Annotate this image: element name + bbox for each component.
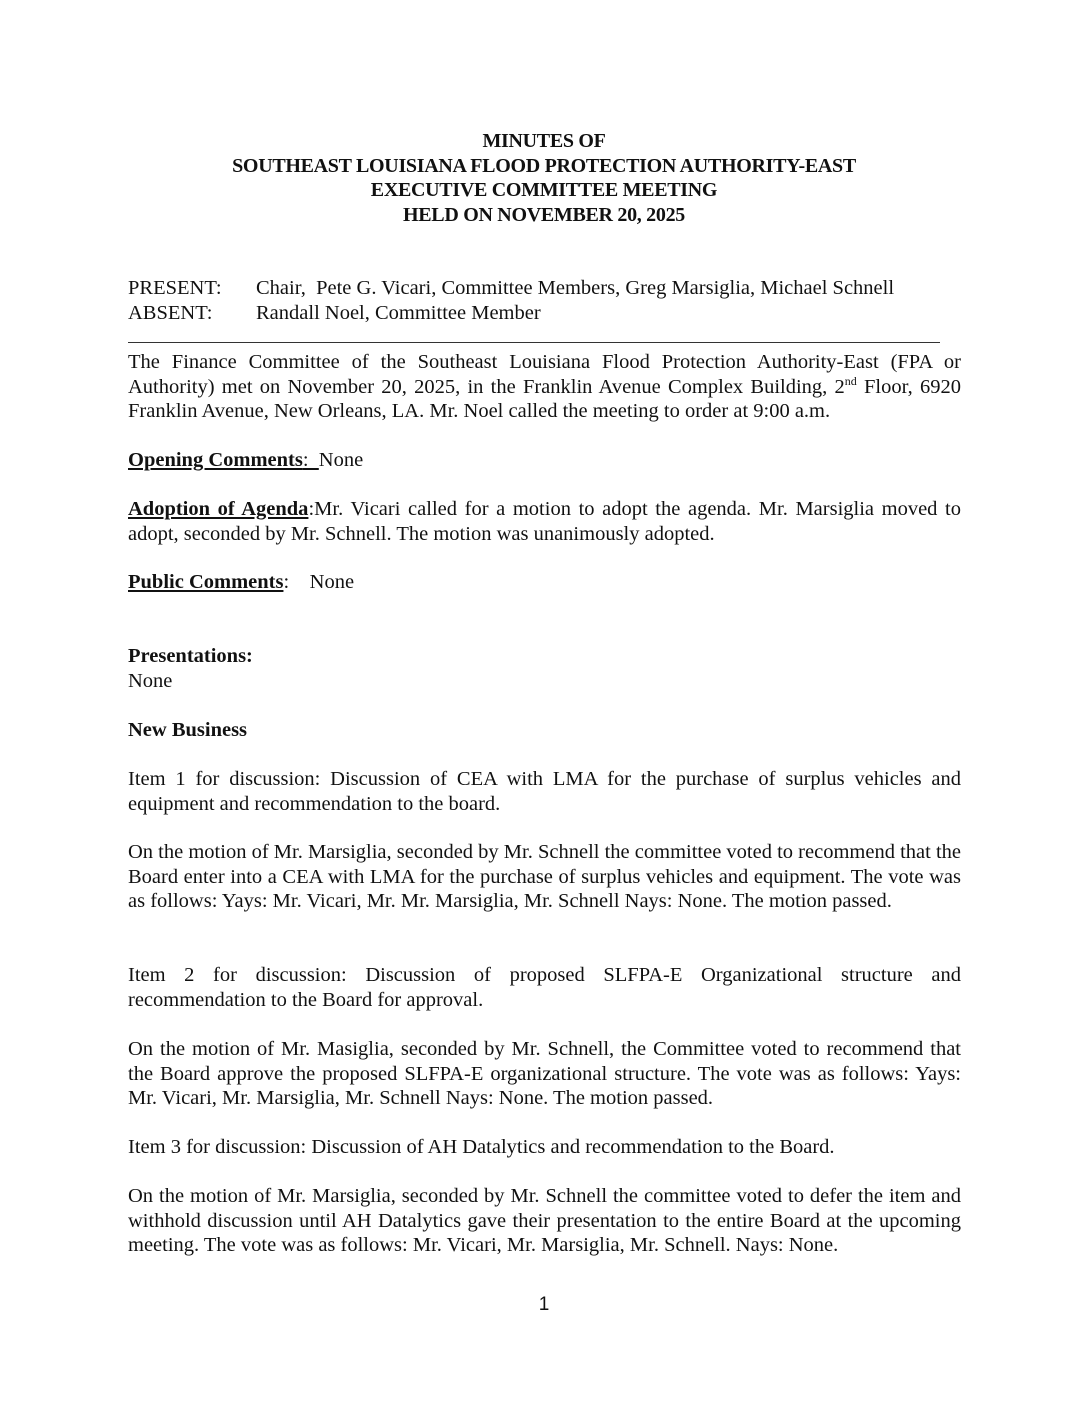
title-line-2: SOUTHEAST LOUISIANA FLOOD PROTECTION AUTHORITY-EAST — [232, 154, 856, 177]
ordinal-suffix: nd — [844, 373, 857, 388]
item-1-discussion: Item 1 for discussion: Discussion of CEA with LMA for the purchase of surplus vehicles and equipment and recommendation to the board. — [128, 768, 961, 815]
present-row — [128, 276, 894, 301]
item-3-discussion: Item 3 for discussion: Discussion of AH Datalytics and recommendation to the Board. — [128, 1136, 835, 1158]
title-line-4: HELD ON NOVEMBER 20, 2025 — [403, 203, 685, 226]
page-number: 1 — [538, 1294, 550, 1315]
divider-line — [128, 342, 940, 343]
intro-paragraph — [128, 350, 961, 424]
title-line-3: EXECUTIVE COMMITTEE MEETING — [370, 179, 718, 201]
intro-text: The Finance Committee of the Southeast Louisiana Flood Protection Authority-East (FPA or Authority) met on November 20, 2025, in the Franklin Avenue Complex Building, 2 — [128, 351, 961, 398]
presentations-label: Presentations: — [128, 645, 253, 667]
presentations-text: None — [128, 669, 173, 692]
item-1-motion: On the motion of Mr. Marsiglia, seconded by Mr. Schnell the committee voted to recommend that the Board enter into a CEA with LMA for the purchase of surplus vehicles and equipment. The vote was as follows: Yays: Mr. Vicari, Mr. Mr. Marsiglia, Mr. Schnell Nays: None. The motion passed. — [128, 841, 961, 912]
item-3-motion: On the motion of Mr. Marsiglia, seconded by Mr. Schnell the committee voted to defer the item and withhold discussion until AH Datalytics gave their presentation to the entire Board at the upcoming meeting. The vote was as follows: Mr. Vicari, Mr. Marsiglia, Mr. Schnell. Nays: None. — [128, 1185, 961, 1256]
document-title — [0, 129, 1088, 227]
presentations — [128, 644, 961, 693]
adoption-text: Mr. Vicari called for a motion to adopt the agenda. Mr. Marsiglia moved to adopt, seconded by Mr. Schnell. The motion was unanimously adopted. — [128, 498, 961, 545]
item-2-motion: On the motion of Mr. Masiglia, seconded by Mr. Schnell, the Committee voted to recommend that the Board approve the proposed SLFPA-E organizational structure. The vote was as follows: Yays: Mr. Vicari, Mr. Marsiglia, Mr. Schnell Nays: None. The motion passed. — [128, 1038, 961, 1109]
item-2-discussion: Item 2 for discussion: Discussion of proposed SLFPA-E Organizational structure and recommendation to the Board for approval. — [128, 964, 961, 1011]
public-comments-label: Public Comments — [128, 571, 284, 593]
opening-comments-text: None — [318, 449, 364, 471]
present-label: PRESENT: — [128, 277, 222, 299]
present-value: Chair, Pete G. Vicari, Committee Members, Greg Marsiglia, Michael Schnell — [256, 277, 895, 299]
absent-row — [128, 301, 894, 326]
absent-label: ABSENT: — [128, 302, 213, 324]
new-business-heading: New Business — [128, 719, 248, 741]
adoption-of-agenda: Adoption of Agenda:Mr. Vicari called for a motion to adopt the agenda. Mr. Marsiglia moved to adopt, seconded by Mr. Schnell. The motion was unanimously adopted. — [128, 498, 961, 545]
public-comments-text: None — [309, 571, 355, 593]
absent-value: Randall Noel, Committee Member — [256, 302, 541, 324]
adoption-label: Adoption of Agenda — [128, 498, 309, 520]
public-comments: Public Comments: None — [128, 571, 355, 593]
intro-text-cont: Floor, 6920 Franklin Avenue, New Orleans, LA. Mr. Noel called the meeting to order at 9:00 a.m. — [128, 375, 961, 422]
title-line-1: MINUTES OF — [482, 130, 606, 152]
opening-comments-label: Opening Comments — [128, 449, 303, 471]
attendance-block — [128, 276, 894, 326]
opening-comments: Opening Comments: None — [128, 449, 364, 471]
